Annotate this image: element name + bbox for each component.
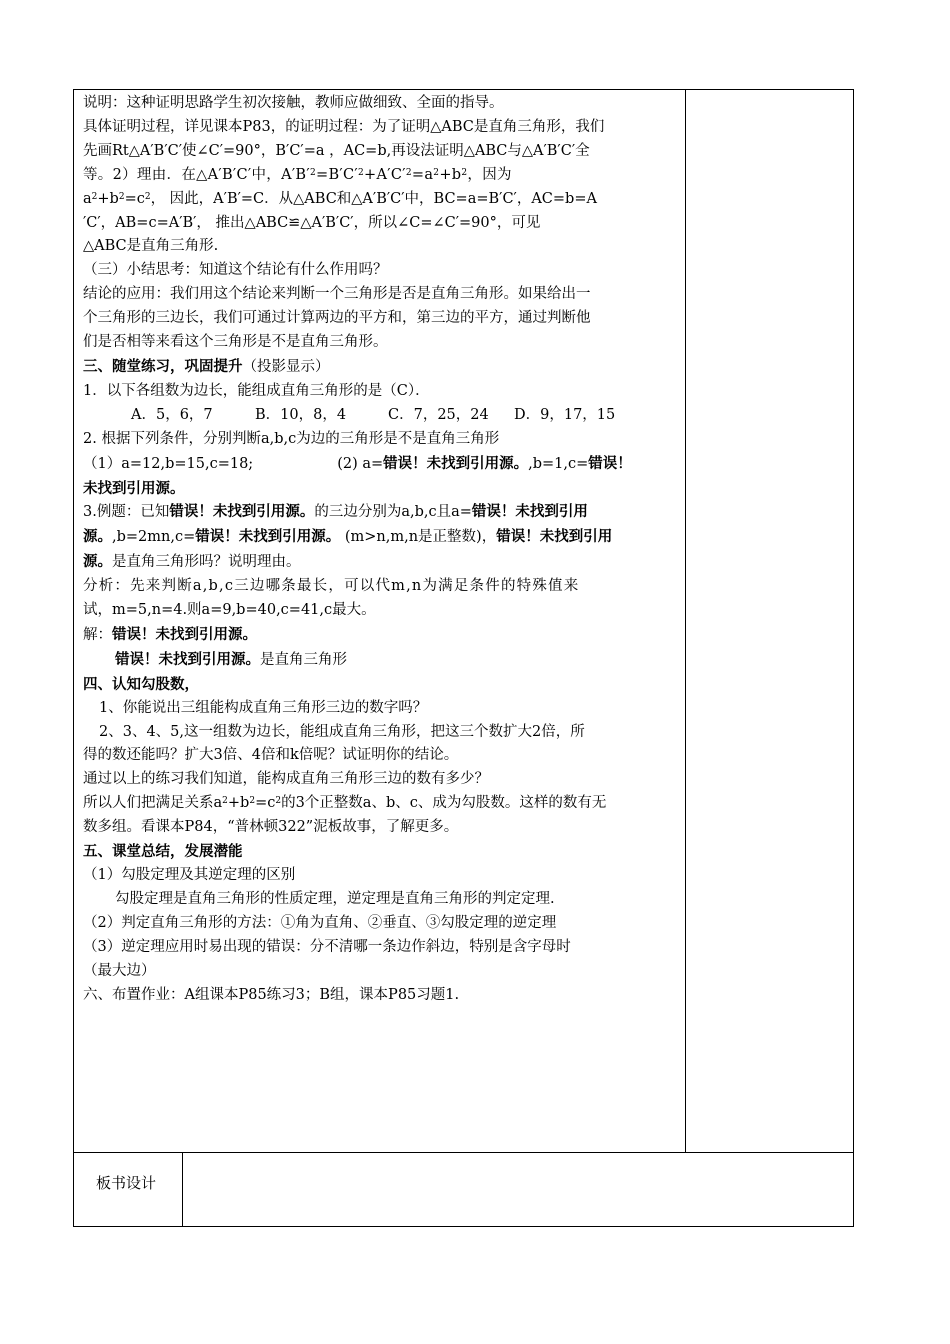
text-line: 通过以上的练习我们知道，能构成直角三角形三边的数有多少？	[83, 771, 489, 788]
text-line: （最大边）	[83, 962, 156, 979]
column-divider	[685, 89, 686, 1152]
text-line: 源。,b=2mn,c=错误！未找到引用源。 (m>n,m,n是正整数)，错误！未找到引用	[83, 528, 613, 546]
section-heading: 五、课堂总结，发展潜能	[83, 843, 243, 861]
text-line: 分析：先来判断a,b,c三边哪条最长，可以代m,n为满足条件的特殊值来	[83, 578, 580, 595]
text-line: 得的数还能吗？扩大3倍、4倍和k倍呢？试证明你的结论。	[83, 747, 459, 764]
board-column-divider	[182, 1152, 183, 1227]
text-line: 未找到引用源。	[83, 479, 185, 497]
text-line: 结论的应用：我们用这个结论来判断一个三角形是否是直角三角形。如果给出一	[83, 286, 591, 303]
text-line: 勾股定理是直角三角形的性质定理，逆定理是直角三角形的判定定理.	[115, 890, 555, 907]
text-line: 2. 根据下列条件，分别判断a,b,c为边的三角形是不是直角三角形	[83, 430, 500, 447]
text-line: 源。是直角三角形吗？说明理由。	[83, 553, 301, 571]
answer-options: A．5，6，7 B．10，8，4 C．7，25，24 D．9，17，15	[131, 406, 616, 423]
text-line: （3）逆定理应用时易出现的错误：分不清哪一条边作斜边，特别是含字母时	[83, 938, 571, 955]
text-line: $a^2+b^2=c^2$， 因此，A′B′=C．从△ABC和△A′B′C′中，BC=a=B′C′，AC=b=A	[83, 190, 597, 207]
text-line: 试，m=5,n=4.则a=9,b=40,c=41,c最大。	[83, 602, 376, 619]
text-line: （2）判定直角三角形的方法：①角为直角、②垂直、③勾股定理的逆定理	[83, 914, 557, 931]
section-heading: 三、随堂练习，巩固提升（投影显示）	[83, 357, 330, 375]
text-line: 们是否相等来看这个三角形是不是直角三角形。	[83, 334, 388, 351]
text-line: 所以人们把满足关系$a^2+b^2=c^2$的3个正整数a、b、c、成为勾股数。这样的数有无	[83, 795, 607, 812]
text-line: 六、布置作业：A组课本P85练习3；B组，课本P85习题1.	[83, 986, 460, 1003]
text-line: 个三角形的三边长，我们可通过计算两边的平方和，第三边的平方，通过判断他	[83, 310, 591, 327]
lesson-content	[83, 92, 677, 1007]
text-line: 2、3、4、5,这一组数为边长，能组成直角三角形，把这三个数扩大2倍，所	[99, 723, 585, 740]
text-line: ′C′，AB=c=A′B′， 推出△ABC≌△A′B′C′，所以∠C=∠C′=90°，可见	[83, 214, 541, 231]
text-line: 错误！未找到引用源。是直角三角形	[115, 650, 347, 668]
text-line: 解：错误！未找到引用源。	[83, 625, 257, 643]
text-line: 说明：这种证明思路学生初次接触，教师应做细致、全面的指导。	[83, 95, 504, 111]
text-line: （1）勾股定理及其逆定理的区别	[83, 867, 296, 883]
text-line: 数多组。看课本P84，“普林顿322”泥板故事，了解更多。	[83, 819, 459, 836]
section-heading: 四、认知勾股数，	[83, 675, 199, 693]
text-line: 1、你能说出三组能构成直角三角形三边的数字吗？	[99, 699, 428, 716]
board-design-label: 板书设计	[96, 1174, 157, 1192]
text-line: △ABC是直角三角形.	[83, 238, 219, 255]
text-line: 先画Rt△A′B′C′使∠C′=90°，B′C′=a ，AC=b,再设法证明△ABC与△A′B′C′全	[83, 142, 590, 159]
text-line: 等。2）理由．在△A′B′C′中，$A'B'^2=B'C'^2+A'C'^2=a^2+b^2$，因为	[83, 166, 512, 183]
text-line: 具体证明过程，详见课本P83，的证明过程：为了证明△ABC是直角三角形，我们	[83, 118, 605, 135]
text-line: 3.例题：已知错误！未找到引用源。的三边分别为a,b,c且a=错误！未找到引用	[83, 503, 588, 521]
text-line: （1）a=12,b=15,c=18; (2) a=错误！未找到引用源。,b=1,c=错误！	[83, 454, 632, 472]
text-line: （三）小结思考：知道这个结论有什么作用吗？	[83, 262, 388, 279]
row-divider	[73, 1152, 854, 1153]
text-line: 1．以下各组数为边长，能组成直角三角形的是（C）．	[83, 382, 430, 399]
